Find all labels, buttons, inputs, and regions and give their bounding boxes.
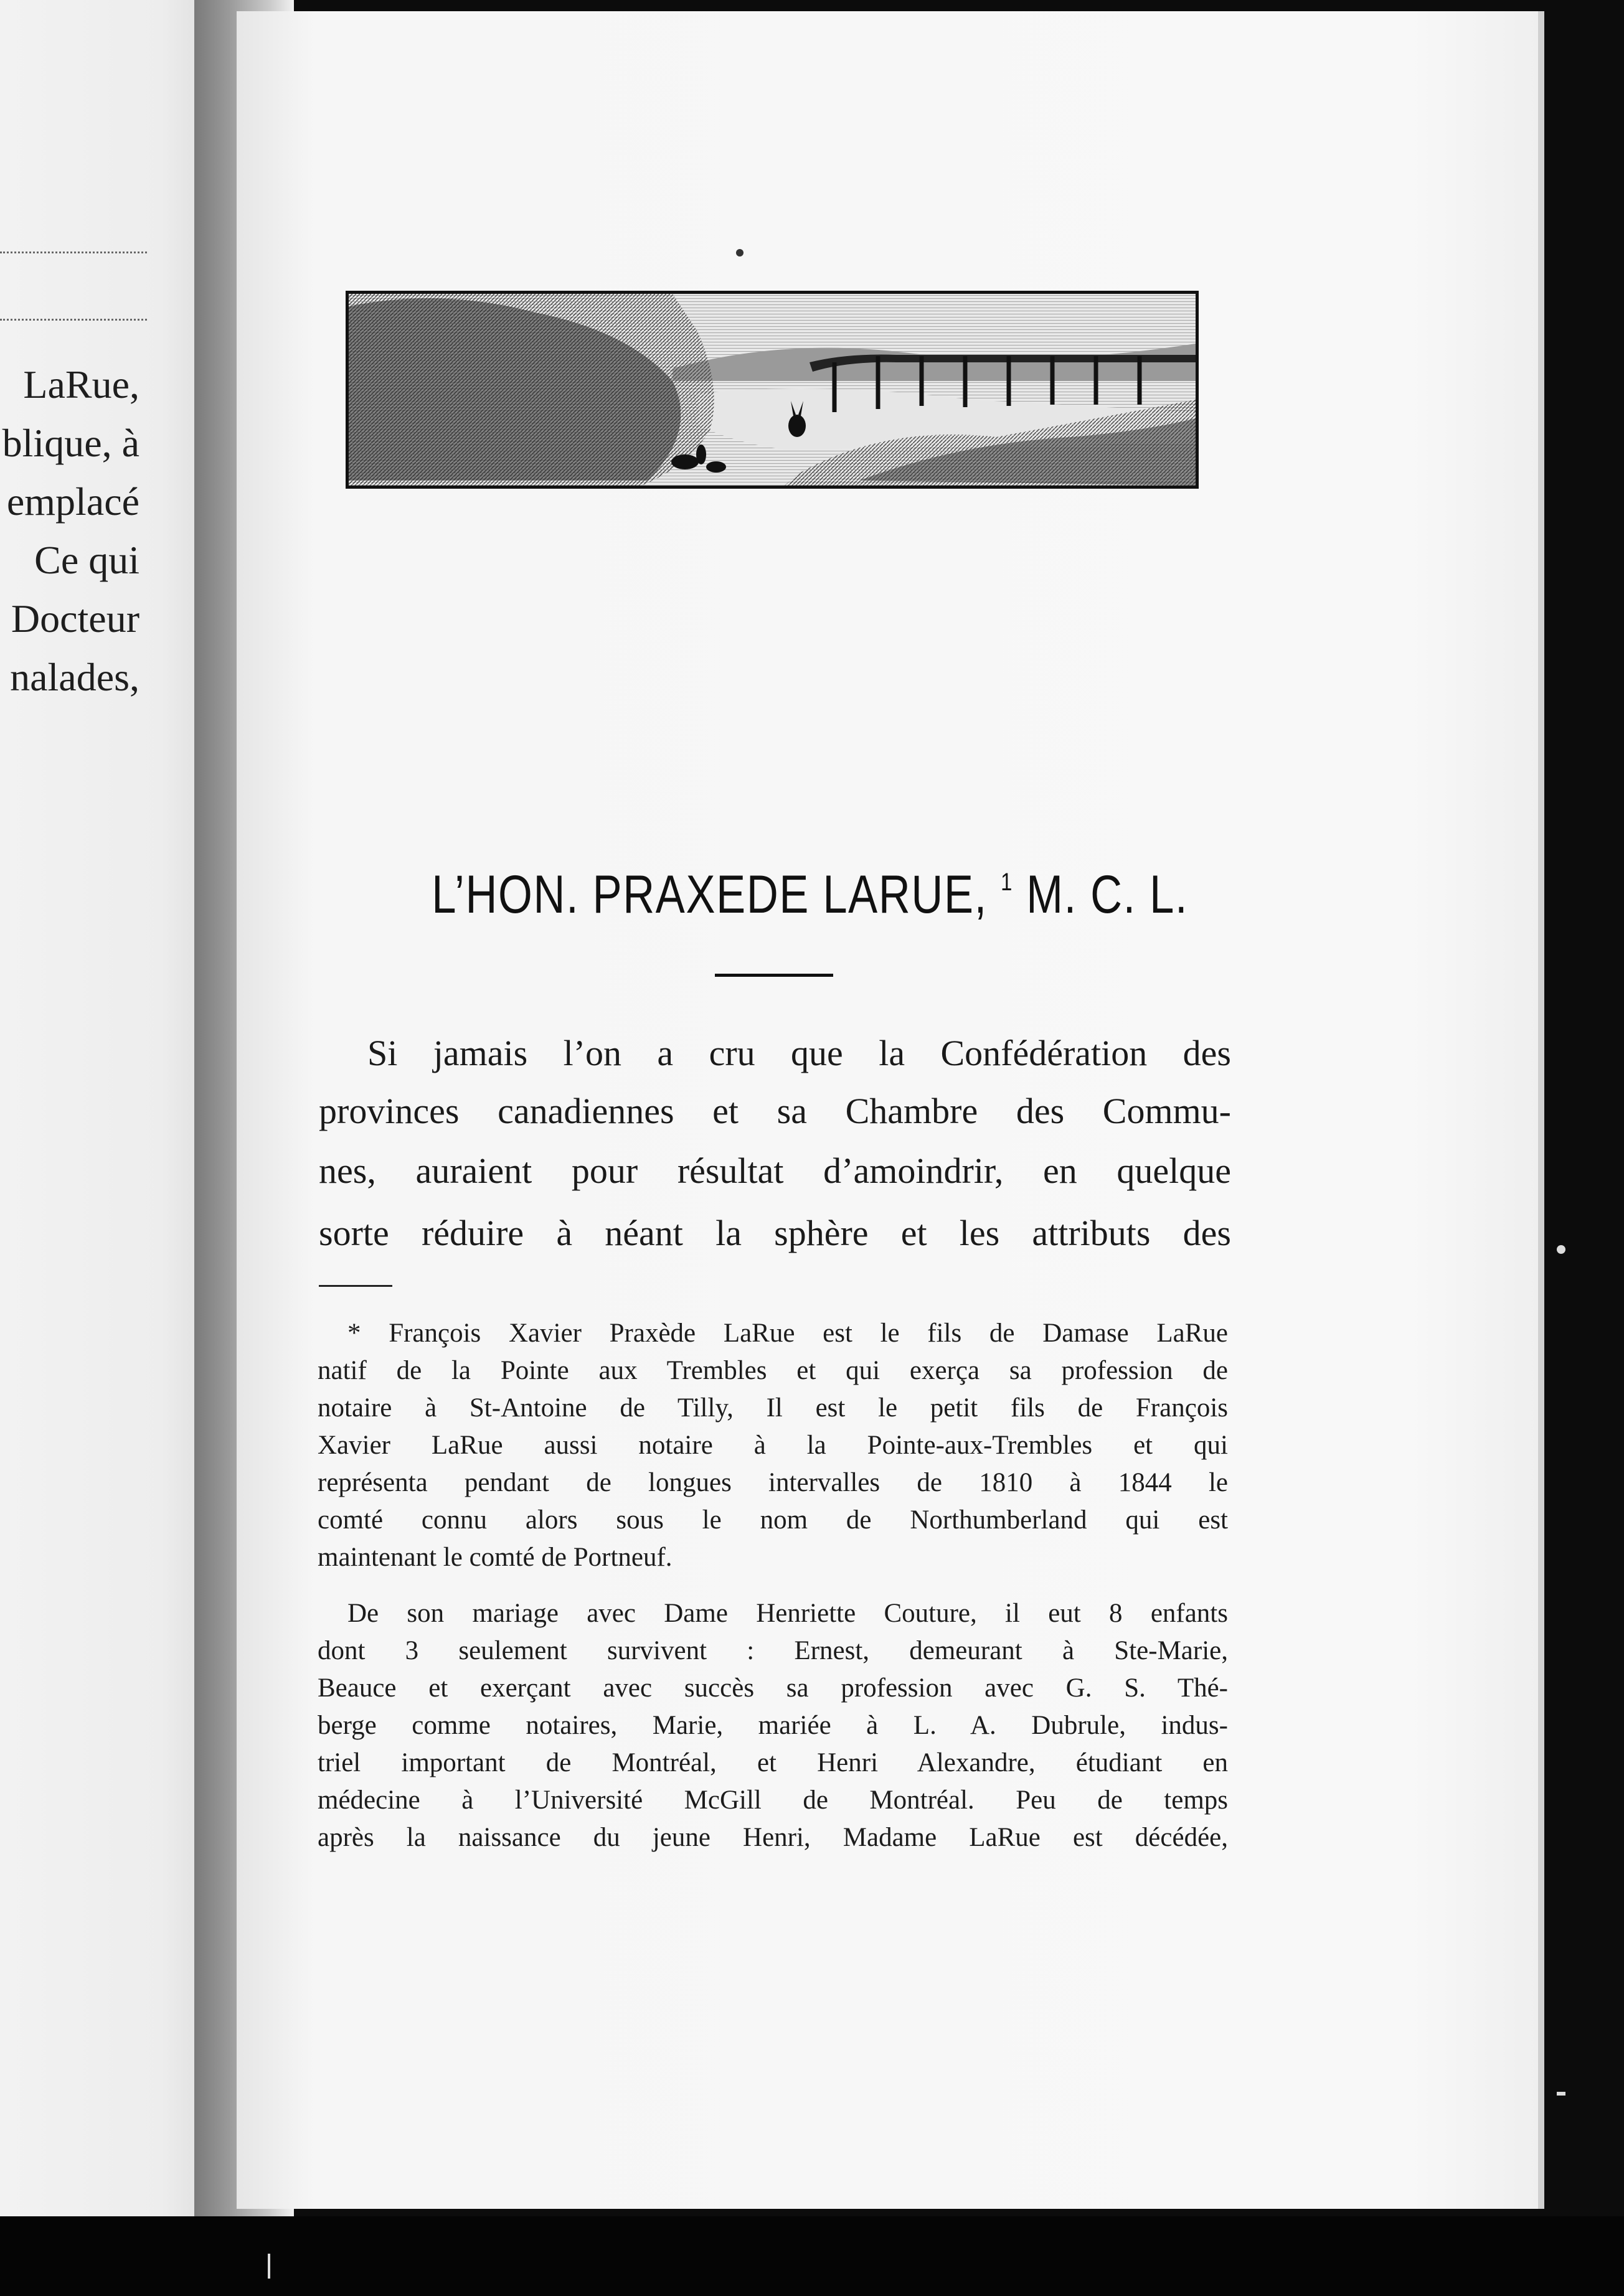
footnote-line-1: * François Xavier Praxède LaRue est le fils de Damase LaRue bbox=[347, 1319, 1228, 1348]
left-page-line-4: Ce qui bbox=[34, 538, 139, 582]
ink-speck bbox=[736, 249, 744, 256]
scan-border-bottom bbox=[0, 2216, 1624, 2296]
footnote-line-10: Beauce et exerçant avec succès sa profession avec G. S. Thé- bbox=[318, 1673, 1228, 1703]
footnote-line-3: notaire à St-Antoine de Tilly, Il est le petit fils de François bbox=[318, 1393, 1228, 1423]
chapter-title bbox=[432, 864, 1187, 926]
chapter-title-suffix: M. C. L. bbox=[1026, 865, 1189, 925]
footnote-line-6: comté connu alors sous le nom de Northumberland qui est bbox=[318, 1505, 1228, 1535]
vignette-drawing bbox=[349, 294, 1196, 486]
scan-mark bbox=[268, 2254, 270, 2279]
footnote-line-14: après la naissance du jeune Henri, Madame LaRue est décédée, bbox=[318, 1823, 1228, 1852]
left-page-rule-top bbox=[0, 252, 147, 253]
footnote-rule bbox=[319, 1285, 392, 1287]
left-page-line-3: emplacé bbox=[6, 479, 139, 524]
body-line-4: sorte réduire à néant la sphère et les attributs des bbox=[319, 1213, 1231, 1253]
footnote-line-12: triel important de Montréal, et Henri Alexandre, étudiant en bbox=[318, 1748, 1228, 1777]
left-page-line-2: blique, à bbox=[2, 421, 139, 465]
scan-speck bbox=[1557, 1245, 1565, 1254]
footnote-line-11: berge comme notaires, Marie, mariée à L. A. Dubrule, indus- bbox=[318, 1711, 1228, 1740]
body-line-1: Si jamais l’on a cru que la Confédération des bbox=[367, 1033, 1231, 1073]
left-page-line-1: LaRue, bbox=[23, 362, 139, 407]
footnote-line-7: maintenant le comté de Portneuf. bbox=[318, 1543, 673, 1572]
footnote-line-2: natif de la Pointe aux Trembles et qui exerça sa profession de bbox=[318, 1356, 1228, 1385]
left-page-rule-bottom bbox=[0, 319, 147, 321]
chapter-title-text: L’HON. PRAXEDE LARUE, bbox=[432, 865, 988, 925]
footnote-line-8: De son mariage avec Dame Henriette Couture, il eut 8 enfants bbox=[347, 1599, 1228, 1628]
scan-speck bbox=[1557, 2092, 1565, 2096]
chapter-title-note-mark: 1 bbox=[1001, 868, 1014, 896]
footnote-line-13: médecine à l’Université McGill de Montréal. Peu de temps bbox=[318, 1786, 1228, 1815]
body-line-3: nes, auraient pour résultat d’amoindrir, en quelque bbox=[319, 1150, 1231, 1191]
footnote-line-9: dont 3 seulement survivent : Ernest, demeurant à Ste-Marie, bbox=[318, 1636, 1228, 1665]
page-edge bbox=[1538, 11, 1544, 2209]
body-line-2: provinces canadiennes et sa Chambre des Commu- bbox=[319, 1091, 1231, 1131]
title-rule bbox=[715, 974, 833, 977]
left-page-line-5: Docteur bbox=[11, 596, 139, 641]
footnote-line-4: Xavier LaRue aussi notaire à la Pointe-aux-Trembles et qui bbox=[318, 1431, 1228, 1460]
landscape-vignette-illustration bbox=[346, 291, 1199, 489]
left-page-line-6: nalades, bbox=[10, 655, 139, 699]
footnote-line-5: représenta pendant de longues intervalles de 1810 à 1844 le bbox=[318, 1468, 1228, 1497]
